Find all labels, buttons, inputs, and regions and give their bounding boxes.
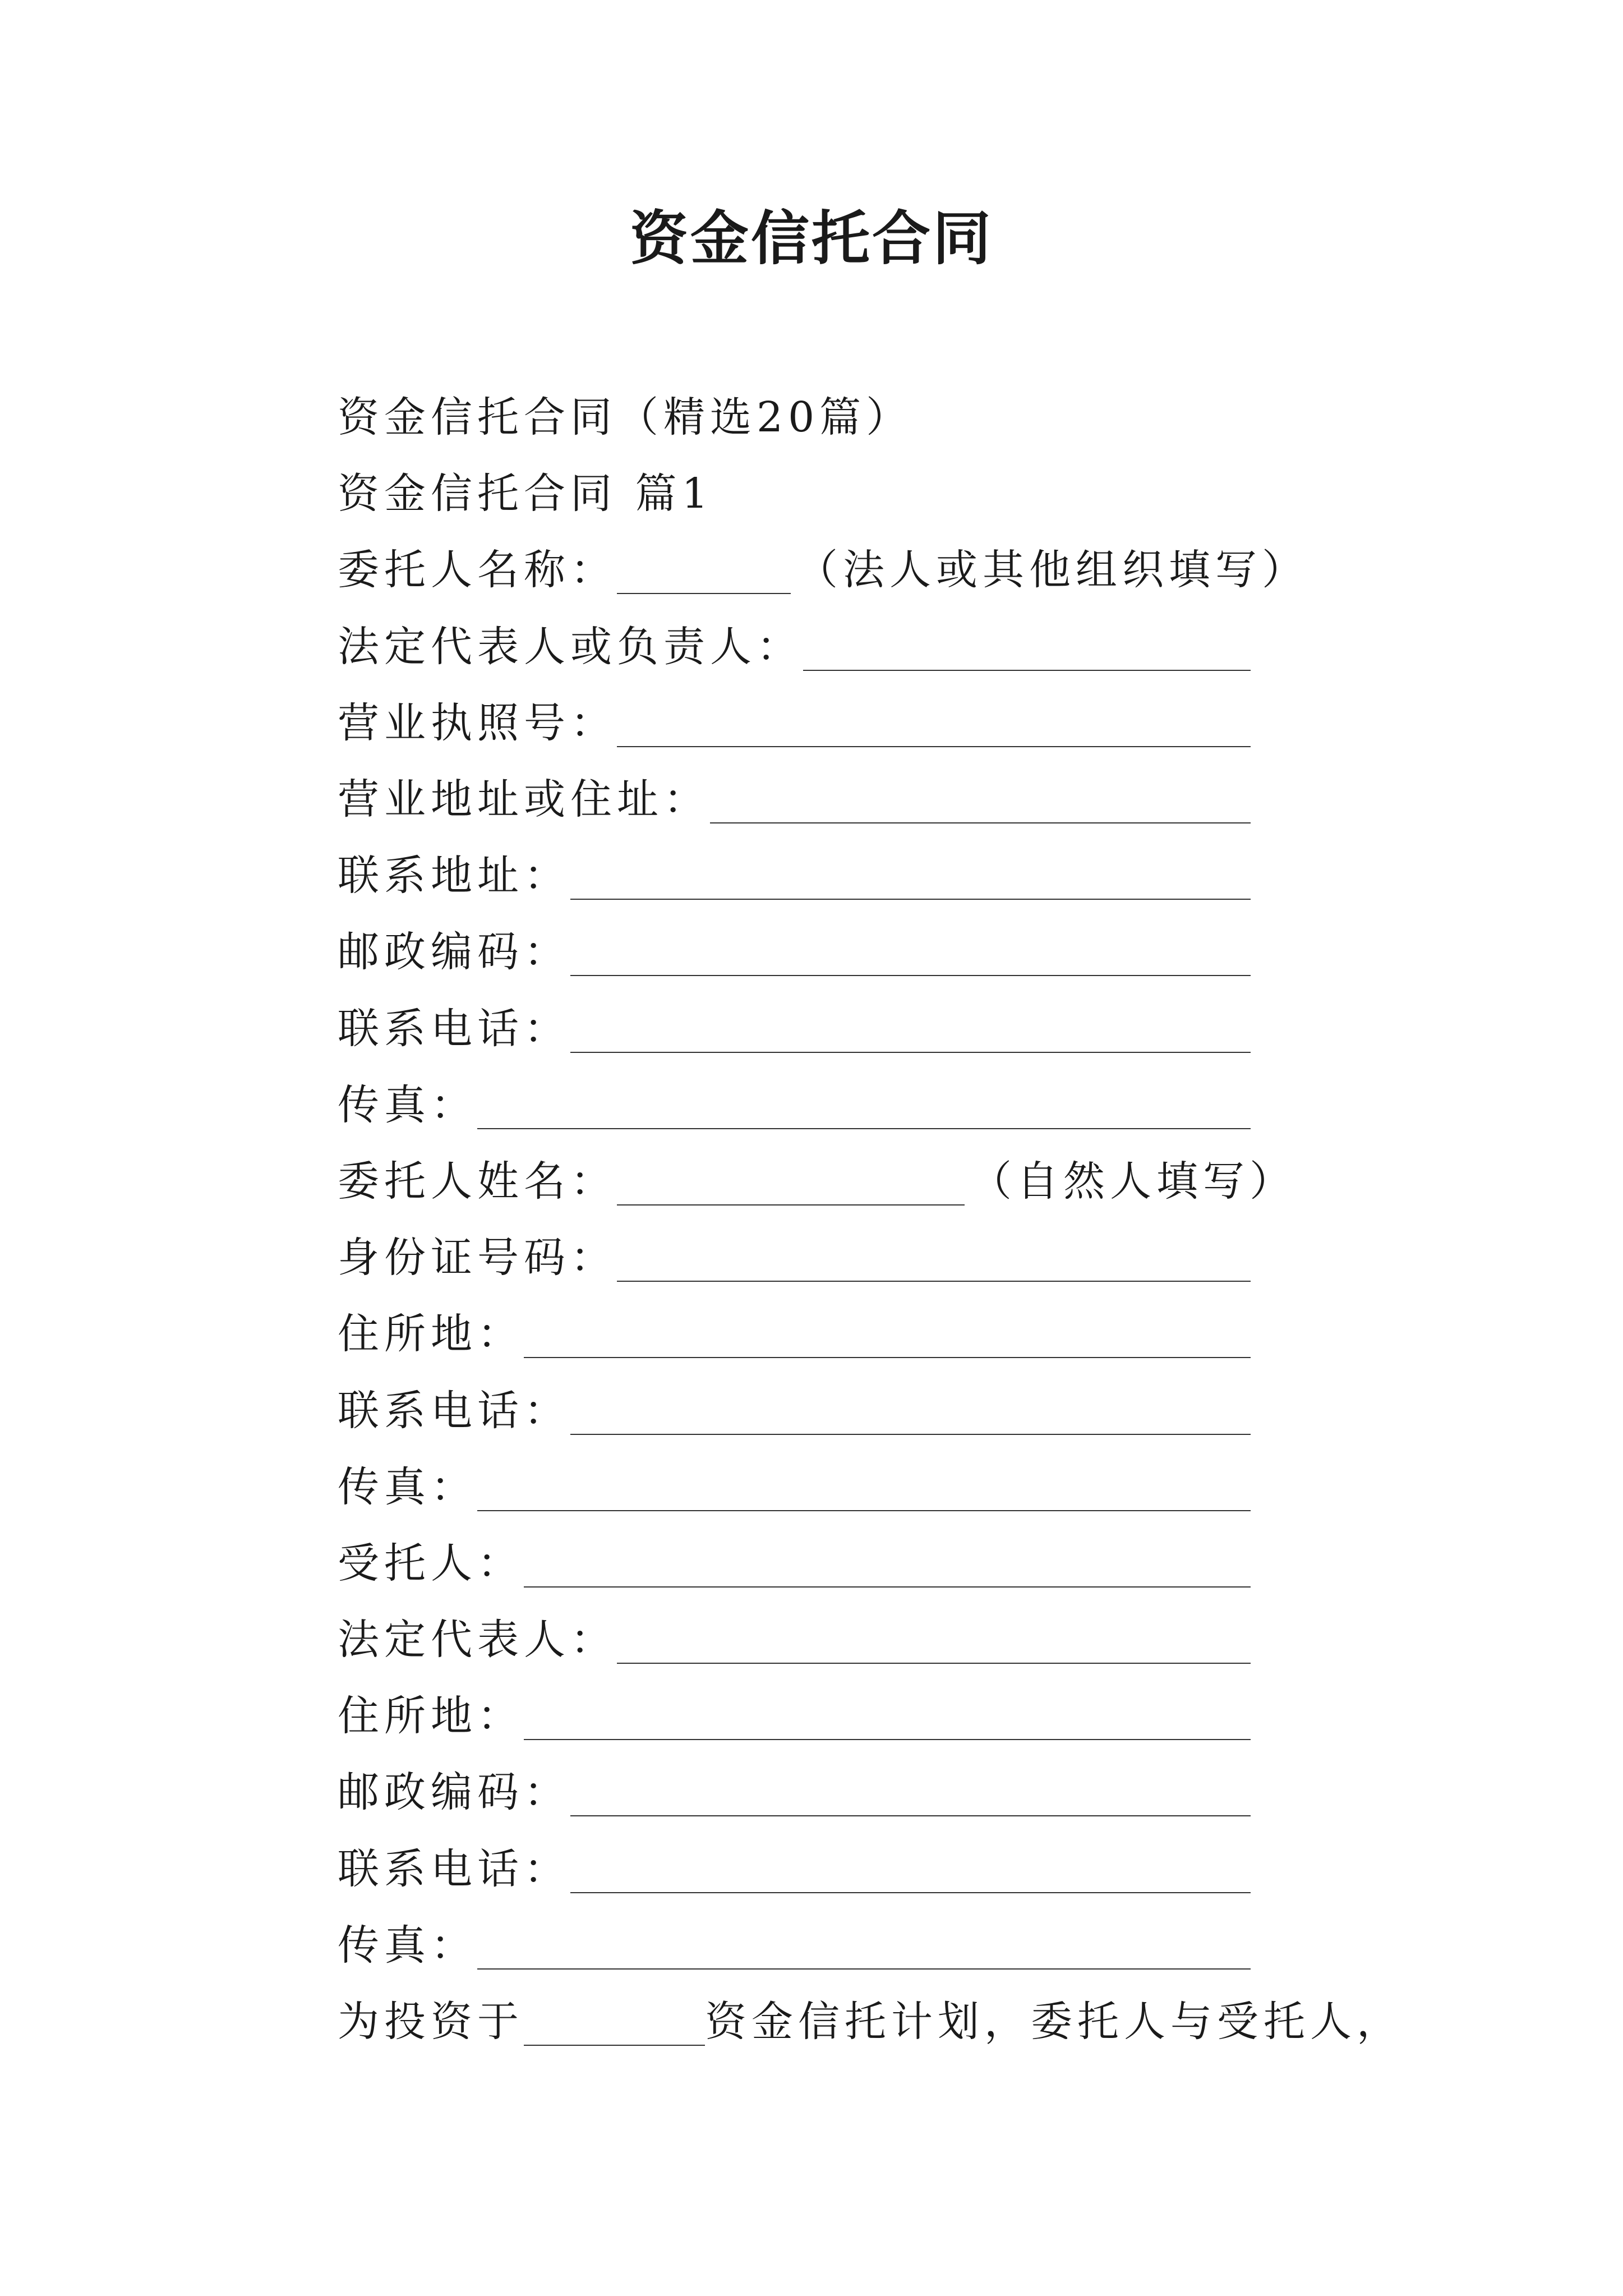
field-label: 联系电话： — [338, 1386, 570, 1435]
field-label: 受托人： — [338, 1539, 524, 1588]
subtitle-line — [338, 376, 1403, 452]
field-input-blank[interactable] — [570, 1008, 1251, 1053]
form-field-row — [338, 1674, 1403, 1751]
form-field-row — [338, 605, 1403, 682]
document-subtitle: 资金信托合同（精选20篇） — [338, 393, 913, 442]
field-note: （自然人填写） — [970, 1157, 1296, 1205]
form-field-row — [338, 910, 1403, 987]
field-input-blank[interactable] — [617, 549, 791, 594]
field-label: 传真： — [338, 1921, 477, 1970]
field-input-blank[interactable] — [524, 1543, 1251, 1588]
field-label: 营业执照号： — [338, 698, 617, 747]
investment-plan-blank[interactable] — [524, 2001, 705, 2046]
field-input-blank[interactable] — [803, 626, 1251, 671]
closing-line — [338, 1980, 1403, 2056]
field-label: 委托人名称： — [338, 546, 617, 595]
field-label: 委托人姓名： — [338, 1157, 617, 1205]
field-input-blank[interactable] — [570, 931, 1251, 976]
form-field-row — [338, 1369, 1403, 1445]
form-field-row — [338, 1064, 1403, 1140]
field-label: 传真： — [338, 1462, 477, 1511]
field-input-blank[interactable] — [524, 1695, 1251, 1740]
form-field-row — [338, 1598, 1403, 1674]
document-title: 资金信托合同 — [629, 204, 993, 273]
field-input-blank[interactable] — [617, 1161, 965, 1205]
form-field-row — [338, 1216, 1403, 1292]
field-input-blank[interactable] — [477, 1466, 1251, 1511]
closing-suffix: 资金信托计划，委托人与受托人， — [705, 1998, 1403, 2046]
field-label: 住所地： — [338, 1692, 524, 1741]
field-input-blank[interactable] — [570, 1390, 1251, 1435]
field-input-blank[interactable] — [570, 1772, 1251, 1816]
field-label: 联系电话： — [338, 1844, 570, 1893]
field-label: 联系电话： — [338, 1004, 570, 1053]
form-field-row — [338, 1751, 1403, 1827]
field-input-blank[interactable] — [477, 1925, 1251, 1970]
form-field-row — [338, 758, 1403, 834]
form-field-row — [338, 987, 1403, 1064]
field-label: 住所地： — [338, 1310, 524, 1359]
form-field-row — [338, 1446, 1403, 1522]
field-input-blank[interactable] — [524, 1313, 1251, 1358]
field-input-blank[interactable] — [570, 1848, 1251, 1893]
section-heading: 资金信托合同 篇1 — [338, 470, 713, 518]
field-note: （法人或其他组织填写） — [796, 546, 1308, 595]
form-field-row — [338, 528, 1403, 605]
form-field-row — [338, 1292, 1403, 1369]
form-field-row — [338, 1522, 1403, 1598]
field-label: 营业地址或住址： — [338, 775, 710, 824]
field-label: 传真： — [338, 1080, 477, 1129]
field-input-blank[interactable] — [617, 702, 1251, 747]
field-input-blank[interactable] — [477, 1084, 1251, 1129]
field-label: 法定代表人： — [338, 1616, 617, 1664]
section-heading-line — [338, 452, 1403, 528]
field-label: 法定代表人或负责人： — [338, 622, 803, 671]
field-input-blank[interactable] — [710, 779, 1251, 823]
field-label: 联系地址： — [338, 852, 570, 900]
form-field-row — [338, 1140, 1403, 1216]
form-fields — [338, 528, 1403, 1980]
document-body — [338, 376, 1403, 2056]
field-input-blank[interactable] — [617, 1237, 1251, 1282]
form-field-row — [338, 682, 1403, 758]
field-label: 身份证号码： — [338, 1234, 617, 1282]
field-label: 邮政编码： — [338, 928, 570, 977]
field-input-blank[interactable] — [570, 855, 1251, 900]
closing-prefix: 为投资于 — [338, 1998, 524, 2046]
form-field-row — [338, 1828, 1403, 1904]
form-field-row — [338, 834, 1403, 910]
field-label: 邮政编码： — [338, 1768, 570, 1817]
field-input-blank[interactable] — [617, 1619, 1251, 1664]
form-field-row — [338, 1904, 1403, 1980]
